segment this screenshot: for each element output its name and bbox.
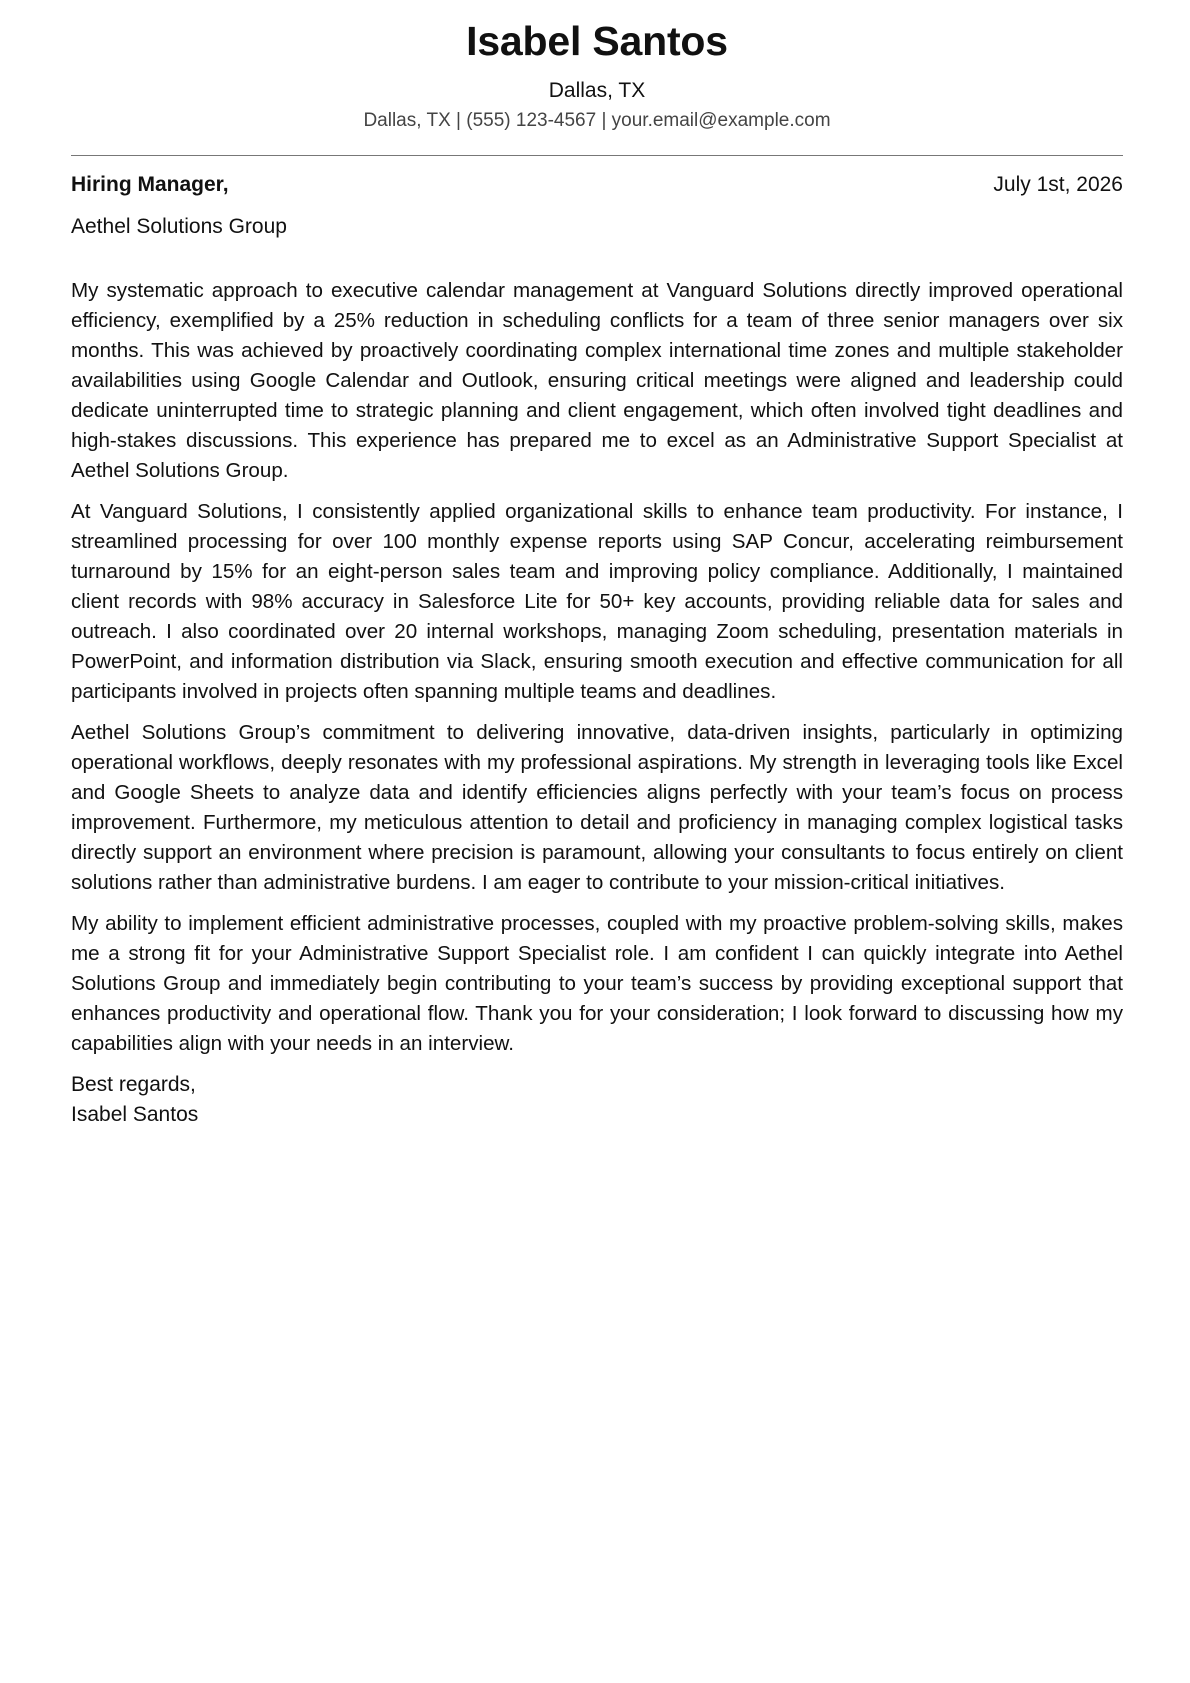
applicant-location: Dallas, TX	[548, 79, 646, 102]
body-paragraph-2: At Vanguard Solutions, I consistently applied organizational skills to enhance team productivity. For instance, I streamlined processing for over 100 monthly expense reports using SAP Concur, accelerating reimbursement turnaround by 15% for an eight-person sales team and improving policy compliance. Additionally, I maintained client records with 98% accuracy in Salesforce Lite for 50+ key accounts, providing reliable data for sales and outreach. I also coordinated over 20 internal workshops, managing Zoom scheduling, presentation materials in PowerPoint, and information distribution via Slack, ensuring smooth execution and effective communication for all participants involved in projects often spanning multiple teams and deadlines.	[71, 500, 1123, 703]
applicant-name: Isabel Santos	[466, 18, 728, 64]
letter-body	[71, 276, 1123, 1059]
letter-header	[71, 0, 1123, 134]
cover-letter-page	[71, 0, 1123, 1130]
closing-salutation: Best regards,	[71, 1073, 196, 1096]
header-divider	[71, 155, 1123, 156]
body-paragraph-4: My ability to implement efficient administrative processes, coupled with my proactive problem-solving skills, makes me a strong fit for your Administrative Support Specialist role. I am confident I can quickly integrate into Aethel Solutions Group and immediately begin contributing to your team’s success by providing exceptional support that enhances productivity and operational flow. Thank you for your consideration; I look forward to discussing how my capabilities align with your needs in an interview.	[71, 912, 1123, 1055]
body-paragraph-3: Aethel Solutions Group’s commitment to delivering innovative, data-driven insights, particularly in optimizing operational workflows, deeply resonates with my professional aspirations. My strength in leveraging tools like Excel and Google Sheets to analyze data and identify efficiencies aligns perfectly with your team’s focus on process improvement. Furthermore, my meticulous attention to detail and proficiency in managing complex logistical tasks directly support an environment where precision is paramount, allowing your consultants to focus entirely on client solutions rather than administrative burdens. I am eager to contribute to your mission-critical initiatives.	[71, 721, 1123, 894]
letter-date: July 1st, 2026	[993, 173, 1123, 196]
signature-name: Isabel Santos	[71, 1103, 199, 1126]
recipient-salutation: Hiring Manager,	[71, 173, 229, 196]
recipient-date-row	[71, 170, 1123, 200]
body-paragraph-1: My systematic approach to executive calendar management at Vanguard Solutions directly improved operational efficiency, exemplified by a 25% reduction in scheduling conflicts for a team of three senior managers over six months. This was achieved by proactively coordinating complex international time zones and multiple stakeholder availabilities using Google Calendar and Outlook, ensuring critical meetings were aligned and leadership could dedicate uninterrupted time to strategic planning and client engagement, which often involved tight deadlines and high-stakes discussions. This experience has prepared me to excel as an Administrative Support Specialist at Aethel Solutions Group.	[71, 279, 1123, 482]
applicant-contact-line: Dallas, TX | (555) 123-4567 | your.email@example.com	[363, 110, 831, 131]
recipient-company: Aethel Solutions Group	[71, 215, 287, 238]
letter-closing	[71, 1070, 1123, 1130]
